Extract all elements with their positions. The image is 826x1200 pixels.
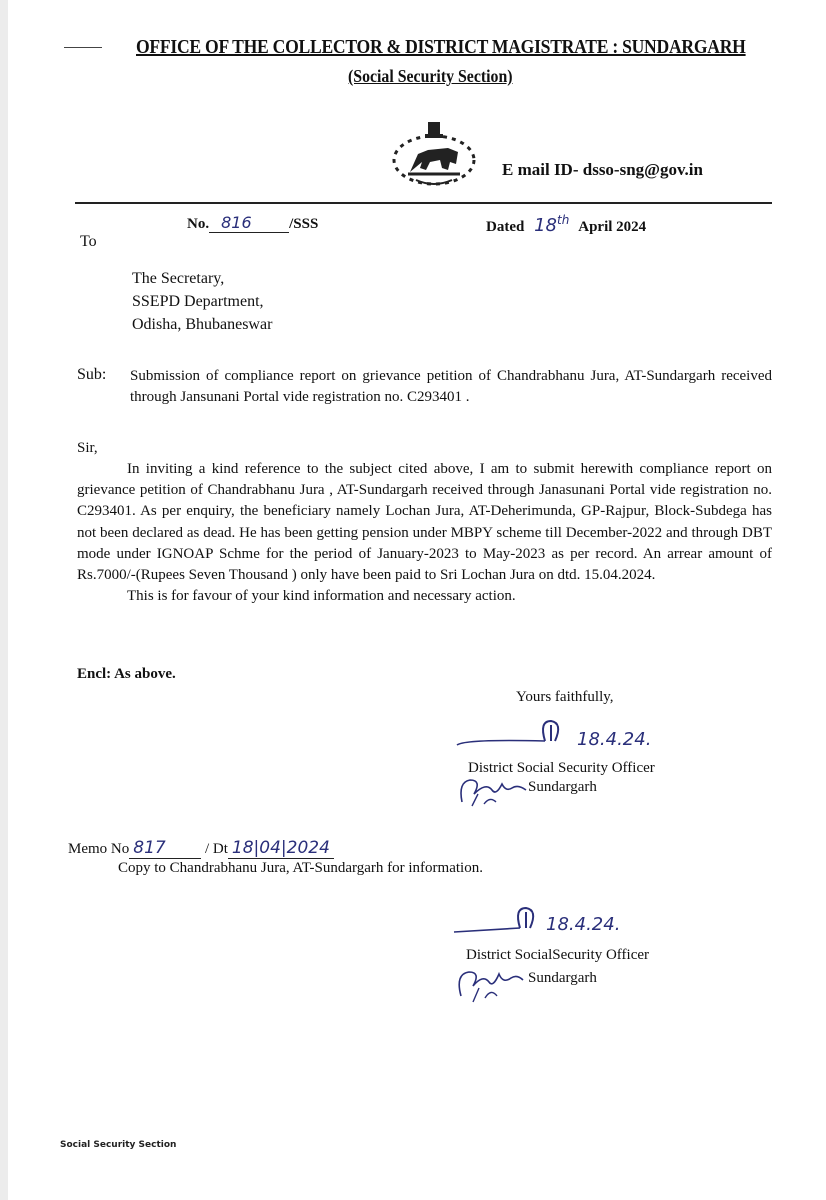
letter-number-suffix: /SSS — [289, 216, 319, 232]
signatory-designation-2: District SocialSecurity Officer — [466, 947, 650, 963]
copy-to: Copy to Chandrabhanu Jura, AT-Sundargarh for information. — [118, 860, 483, 876]
letter-date — [486, 213, 646, 236]
page-edge — [0, 0, 8, 1200]
signatory-place-1: Sundargarh — [528, 779, 597, 795]
state-emblem-icon — [388, 118, 480, 190]
signatory-designation-1: District Social Security Officer — [468, 760, 655, 776]
memo-label: Memo No — [68, 841, 130, 857]
initials-2-icon — [455, 962, 527, 1006]
subject-label: Sub: — [77, 366, 107, 383]
svg-text:18.4.24.: 18.4.24. — [577, 729, 652, 750]
enclosure-note: Encl: As above. — [77, 666, 176, 682]
signature-2-icon — [450, 898, 710, 938]
signatory-place-2: Sundargarh — [528, 970, 597, 986]
footer-section-label: Social Security Section — [60, 1140, 177, 1150]
dated-handwritten-day: 18th — [534, 213, 570, 236]
letter-number-value: 816 — [209, 213, 289, 233]
svg-text:18.4.24.: 18.4.24. — [546, 914, 621, 935]
closing: Yours faithfully, — [516, 689, 614, 705]
salutation: Sir, — [77, 440, 98, 456]
letter-body — [77, 459, 772, 607]
email-id: E mail ID- dsso-sng@gov.in — [502, 160, 703, 179]
memo-date: 18|04|2024 — [228, 838, 334, 859]
letter-number — [187, 213, 318, 233]
to-label: To — [80, 233, 97, 250]
subject-text: Submission of compliance report on grievance petition of Chandrabhanu Jura, AT-Sundargarh received through Jansunani Portal vide registration no. C293401 . — [130, 368, 772, 405]
office-title: OFFICE OF THE COLLECTOR & DISTRICT MAGISTRATE : SUNDARGARH — [136, 36, 746, 58]
body-paragraph-1: In inviting a kind reference to the subject cited above, I am to submit herewith compliance report on grievance petition of Chandrabhanu Jura , AT-Sundargarh received through Janasunani Portal vide registration no. C293401. As per enquiry, the beneficiary namely Lochan Jura, AT-Deherimunda, GP-Rajpur, Block-Subdega has not been declared as dead. He has been getting pension under MBPY scheme till December-2022 and through DBT mode under IGNOAP Schme for the period of January-2023 to May-2023 as per record. An arrear amount of Rs.7000/-(Rupees Seven Thousand ) only have been paid to Sri Lochan Jura on dtd. 15.04.2024. — [77, 461, 772, 584]
recipient-line-3: Odisha, Bhubaneswar — [132, 316, 273, 333]
dated-month-year: April 2024 — [578, 219, 647, 235]
header-rule — [75, 202, 772, 204]
header-dash — [64, 47, 102, 48]
dated-label: Dated — [486, 219, 525, 235]
initials-1-icon — [456, 772, 536, 812]
memo-date-label: / Dt — [205, 841, 228, 857]
section-subtitle: (Social Security Section) — [348, 66, 513, 86]
recipient-line-2: SSEPD Department, — [132, 293, 264, 310]
signature-1-icon — [455, 715, 705, 755]
letter-number-label: No. — [187, 216, 210, 232]
recipient-line-1: The Secretary, — [132, 270, 225, 287]
memo-number: 817 — [129, 838, 201, 859]
body-paragraph-2: This is for favour of your kind information and necessary action. — [127, 588, 516, 605]
memo-line — [68, 838, 334, 859]
